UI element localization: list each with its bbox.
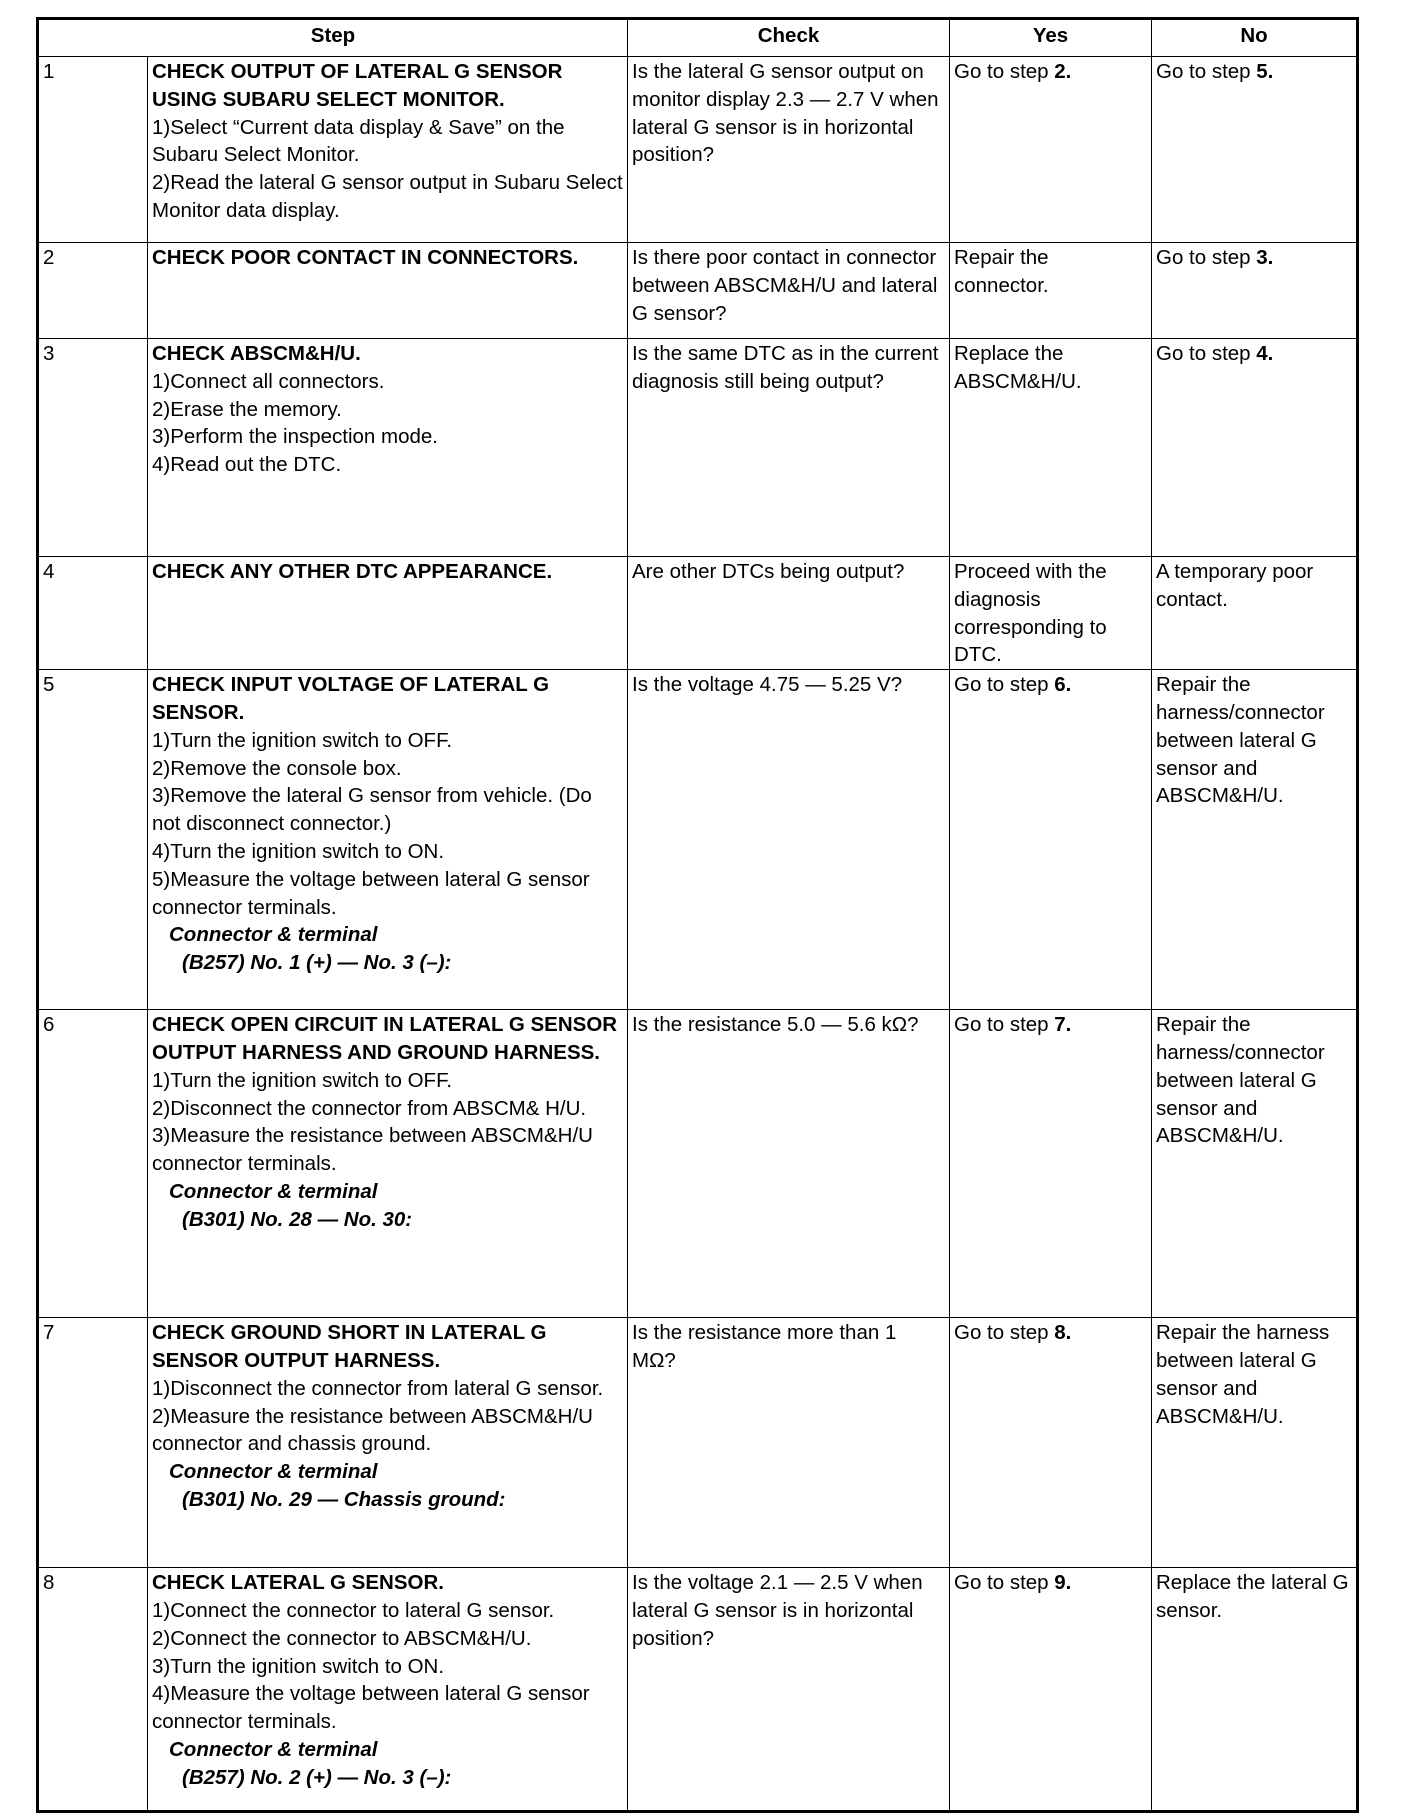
step-title: CHECK GROUND SHORT IN LATERAL G SENSOR OUTPUT HARNESS. [152,1321,547,1372]
table-row [38,57,1358,243]
no-text: Repair the harness/connector between lateral G sensor and ABSCM&H/U. [1156,1013,1325,1148]
step-cell [148,1568,628,1812]
yes-step: 2. [1054,60,1072,83]
check-cell: Is the voltage 2.1 — 2.5 V when lateral G sensor is in horizontal position? [628,1568,950,1812]
yes-cell [950,1010,1152,1318]
instruction-line: 1)Connect all connectors. [152,369,385,393]
step-instructions [152,114,623,225]
step-number: 7 [38,1318,148,1568]
no-text: Go to step [1156,342,1257,365]
header-check: Check [628,19,950,57]
step-cell [148,557,628,670]
connector-label: Connector & terminal [169,923,378,947]
instruction-line: 1)Turn the ignition switch to OFF. [152,1068,453,1092]
step-number: 2 [38,243,148,339]
step-instructions [152,1067,623,1178]
check-cell: Is the same DTC as in the current diagnosis still being output? [628,339,950,557]
connector-spec: (B301) No. 29 — Chassis ground: [182,1487,506,1511]
step-title: CHECK OUTPUT OF LATERAL G SENSOR USING SUBARU SELECT MONITOR. [152,60,563,111]
yes-step: 8. [1054,1321,1072,1345]
check-cell: Is the voltage 4.75 — 5.25 V? [628,670,950,1010]
no-cell [1152,57,1358,243]
no-text: A temporary poor contact. [1156,560,1314,611]
instruction-line: 2)Disconnect the connector from ABSCM& H/U. [152,1096,587,1120]
no-cell [1152,243,1358,339]
yes-text: Repair the connector. [954,246,1049,297]
instruction-line: 2)Connect the connector to ABSCM&H/U. [152,1626,532,1650]
step-instructions [152,727,623,922]
step-instructions [152,1597,623,1736]
step-number: 1 [38,57,148,243]
yes-text: Go to step [954,60,1055,83]
no-text: Repair the harness/connector between lateral G sensor and ABSCM&H/U. [1156,673,1325,808]
yes-text: Proceed with the diagnosis corresponding to DTC. [954,560,1107,667]
yes-text: Replace the ABSCM&H/U. [954,342,1082,393]
yes-cell [950,670,1152,1010]
check-cell: Is the lateral G sensor output on monitor display 2.3 — 2.7 V when lateral G sensor is in horizontal position? [628,57,950,243]
instruction-line: 2)Erase the memory. [152,397,342,421]
instruction-line: 3)Remove the lateral G sensor from vehicle. (Do not disconnect connector.) [152,784,592,836]
instruction-line: 2)Measure the resistance between ABSCM&H/U connector and chassis ground. [152,1404,593,1456]
step-title: CHECK OPEN CIRCUIT IN LATERAL G SENSOR OUTPUT HARNESS AND GROUND HARNESS. [152,1013,618,1064]
yes-cell [950,243,1152,339]
instruction-line: 1)Select “Current data display & Save” on the Subaru Select Monitor. [152,115,565,167]
table-row [38,1318,1358,1568]
no-cell [1152,1010,1358,1318]
check-cell: Are other DTCs being output? [628,557,950,670]
no-cell [1152,1318,1358,1568]
no-text: Go to step [1156,60,1257,83]
no-cell [1152,339,1358,557]
step-number: 5 [38,670,148,1010]
connector-label: Connector & terminal [169,1460,378,1484]
yes-text: Go to step [954,1321,1055,1345]
step-cell [148,1010,628,1318]
instruction-line: 1)Turn the ignition switch to OFF. [152,728,453,752]
table-row [38,243,1358,339]
instruction-line: 3)Perform the inspection mode. [152,425,438,449]
header-yes: Yes [950,19,1152,57]
diagnostic-table [36,17,1359,1813]
step-instructions [152,368,623,479]
instruction-line: 3)Measure the resistance between ABSCM&H/U connector terminals. [152,1124,593,1176]
connector-spec: (B257) No. 1 (+) — No. 3 (–): [182,951,452,975]
step-number: 4 [38,557,148,670]
yes-cell [950,1568,1152,1812]
yes-cell [950,339,1152,557]
table-row [38,557,1358,670]
header-step: Step [38,19,628,57]
instruction-line: 3)Turn the ignition switch to ON. [152,1654,445,1678]
instruction-line: 4)Turn the ignition switch to ON. [152,839,445,863]
yes-text: Go to step [954,1571,1055,1595]
step-title: CHECK POOR CONTACT IN CONNECTORS. [152,246,579,269]
table-row [38,1010,1358,1318]
step-title: CHECK LATERAL G SENSOR. [152,1571,444,1595]
check-cell: Is there poor contact in connector between ABSCM&H/U and lateral G sensor? [628,243,950,339]
step-cell [148,670,628,1010]
step-title: CHECK ABSCM&H/U. [152,342,361,365]
no-cell [1152,557,1358,670]
no-step: 4. [1256,342,1274,365]
instruction-line: 2)Read the lateral G sensor output in Subaru Select Monitor data display. [152,171,623,222]
yes-cell [950,57,1152,243]
connector-label: Connector & terminal [169,1179,378,1203]
no-text: Repair the harness between lateral G sensor and ABSCM&H/U. [1156,1321,1330,1428]
yes-step: 6. [1054,673,1072,697]
step-number: 8 [38,1568,148,1812]
step-instructions [152,1375,623,1458]
header-no: No [1152,19,1358,57]
yes-text: Go to step [954,673,1055,697]
yes-step: 9. [1054,1571,1072,1595]
connector-label: Connector & terminal [169,1737,378,1761]
connector-spec: (B301) No. 28 — No. 30: [182,1207,413,1231]
connector-spec: (B257) No. 2 (+) — No. 3 (–): [182,1765,452,1789]
no-text: Replace the lateral G sensor. [1156,1571,1349,1622]
yes-step: 7. [1054,1013,1072,1037]
step-title: CHECK ANY OTHER DTC APPEARANCE. [152,560,553,583]
check-cell: Is the resistance 5.0 — 5.6 kΩ? [628,1010,950,1318]
instruction-line: 5)Measure the voltage between lateral G sensor connector terminals. [152,867,590,919]
instruction-line: 2)Remove the console box. [152,756,402,780]
step-title: CHECK INPUT VOLTAGE OF LATERAL G SENSOR. [152,673,550,724]
instruction-line: 1)Connect the connector to lateral G sensor. [152,1598,555,1622]
no-text: Go to step [1156,246,1257,269]
no-step: 3. [1256,246,1274,269]
table-row [38,339,1358,557]
step-cell [148,57,628,243]
yes-cell [950,1318,1152,1568]
step-cell [148,243,628,339]
no-cell [1152,670,1358,1010]
table-row [38,1568,1358,1812]
no-cell [1152,1568,1358,1812]
instruction-line: 1)Disconnect the connector from lateral G sensor. [152,1376,604,1400]
yes-cell [950,557,1152,670]
step-cell [148,1318,628,1568]
table-row [38,670,1358,1010]
header-row [38,19,1358,57]
yes-text: Go to step [954,1013,1055,1037]
step-cell [148,339,628,557]
instruction-line: 4)Measure the voltage between lateral G sensor connector terminals. [152,1682,590,1734]
check-cell: Is the resistance more than 1 MΩ? [628,1318,950,1568]
instruction-line: 4)Read out the DTC. [152,453,342,477]
step-number: 6 [38,1010,148,1318]
step-number: 3 [38,339,148,557]
no-step: 5. [1256,60,1274,83]
